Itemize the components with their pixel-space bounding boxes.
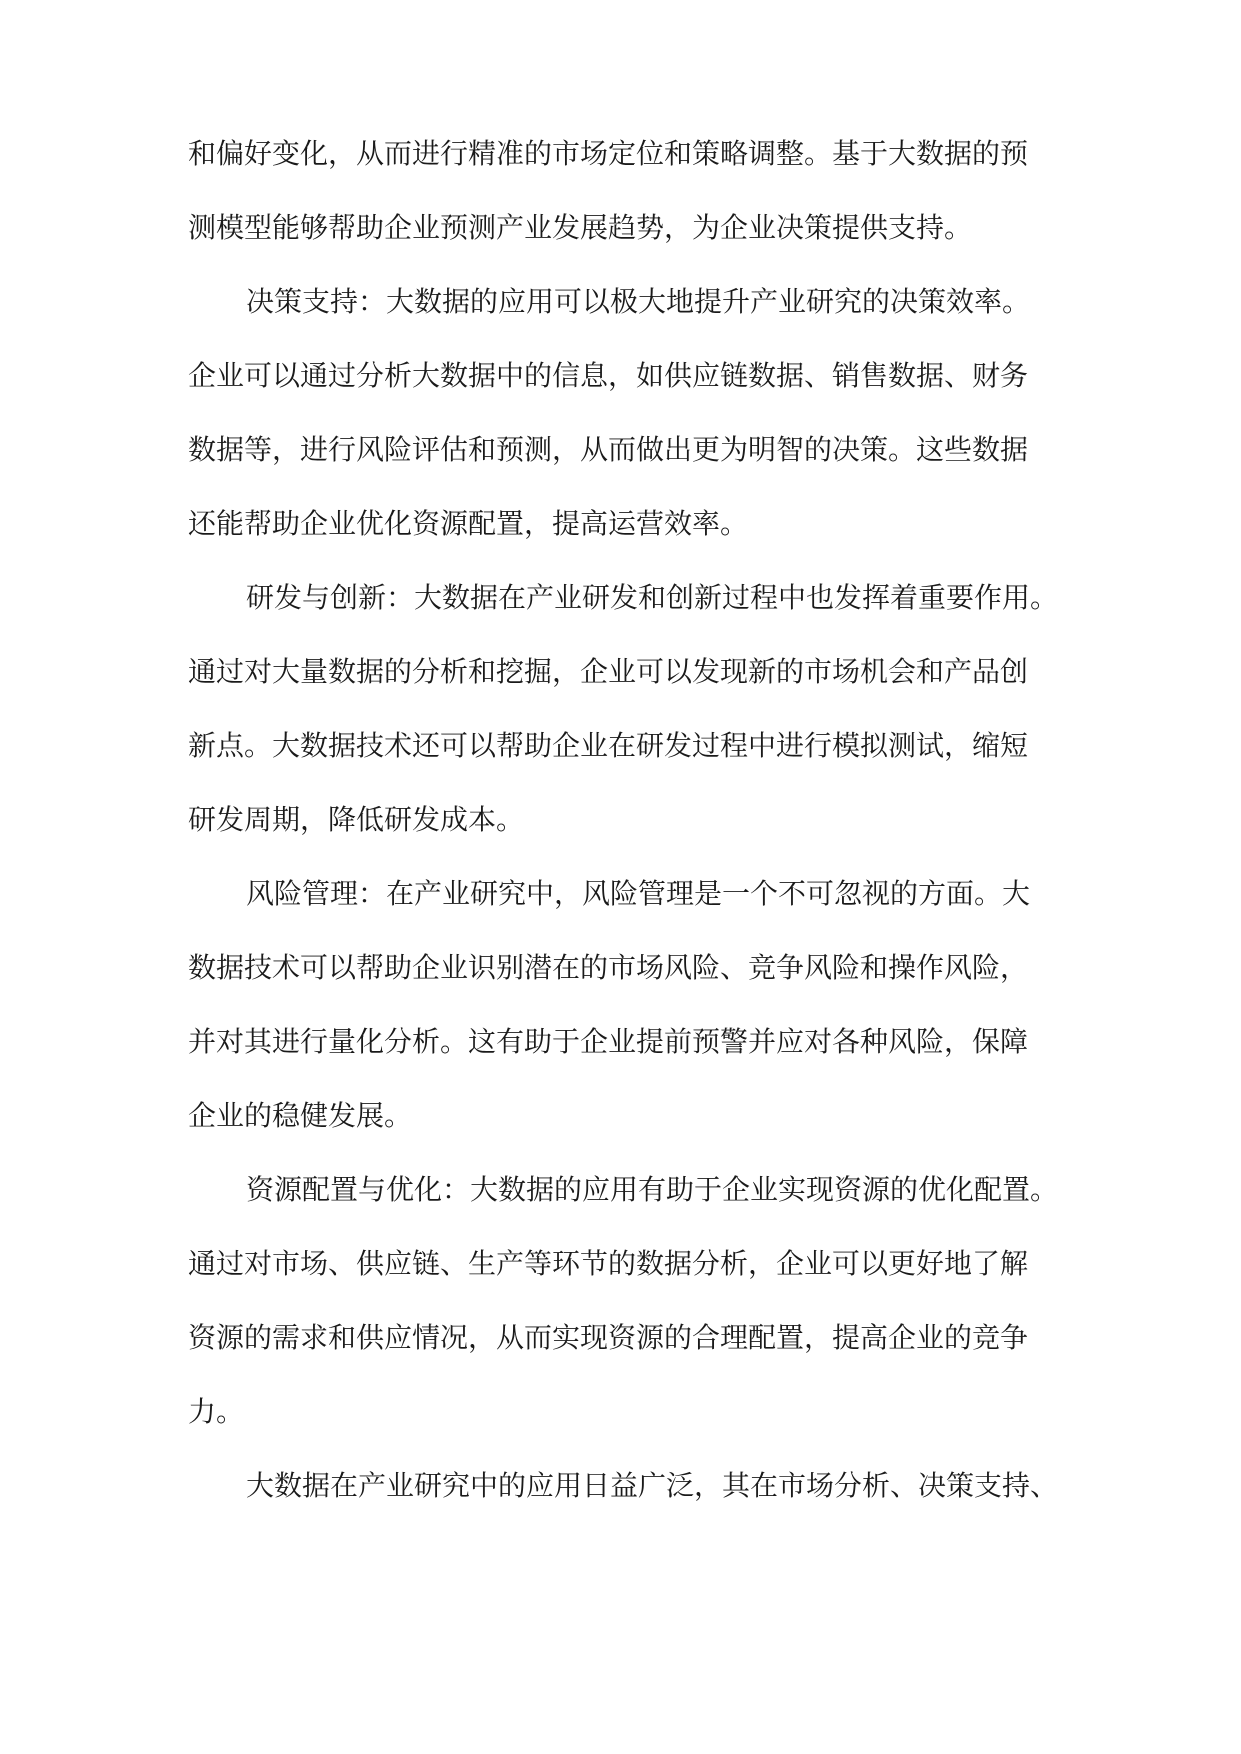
- text-line: 数据技术可以帮助企业识别潜在的市场风险、竞争风险和操作风险，: [188, 951, 1029, 984]
- text-line: 并对其进行量化分析。这有助于企业提前预警并应对各种风险，保障: [188, 1025, 1029, 1058]
- text-line: 测模型能够帮助企业预测产业发展趋势，为企业决策提供支持。: [188, 211, 973, 244]
- text-line: 通过对市场、供应链、生产等环节的数据分析，企业可以更好地了解: [188, 1247, 1029, 1280]
- text-line: 企业可以通过分析大数据中的信息，如供应链数据、销售数据、财务: [188, 359, 1029, 392]
- text-line: 力。: [188, 1395, 245, 1428]
- text-line: 数据等，进行风险评估和预测，从而做出更为明智的决策。这些数据: [188, 433, 1029, 466]
- text-line: 风险管理：在产业研究中，风险管理是一个不可忽视的方面。大: [246, 877, 1031, 910]
- text-line: 新点。大数据技术还可以帮助企业在研发过程中进行模拟测试，缩短: [188, 729, 1029, 762]
- text-line: 资源的需求和供应情况，从而实现资源的合理配置，提高企业的竞争: [188, 1321, 1029, 1354]
- text-line: 大数据在产业研究中的应用日益广泛，其在市场分析、决策支持、: [246, 1469, 1059, 1502]
- text-line: 和偏好变化，从而进行精准的市场定位和策略调整。基于大数据的预: [188, 137, 1029, 170]
- text-line: 企业的稳健发展。: [188, 1099, 413, 1132]
- text-line: 通过对大量数据的分析和挖掘，企业可以发现新的市场机会和产品创: [188, 655, 1029, 688]
- text-line: 资源配置与优化：大数据的应用有助于企业实现资源的优化配置。: [246, 1173, 1059, 1206]
- text-line: 研发周期，降低研发成本。: [188, 803, 525, 836]
- text-line: 决策支持：大数据的应用可以极大地提升产业研究的决策效率。: [246, 285, 1031, 318]
- text-line: 还能帮助企业优化资源配置，提高运营效率。: [188, 507, 749, 540]
- text-line: 研发与创新：大数据在产业研发和创新过程中也发挥着重要作用。: [246, 581, 1059, 614]
